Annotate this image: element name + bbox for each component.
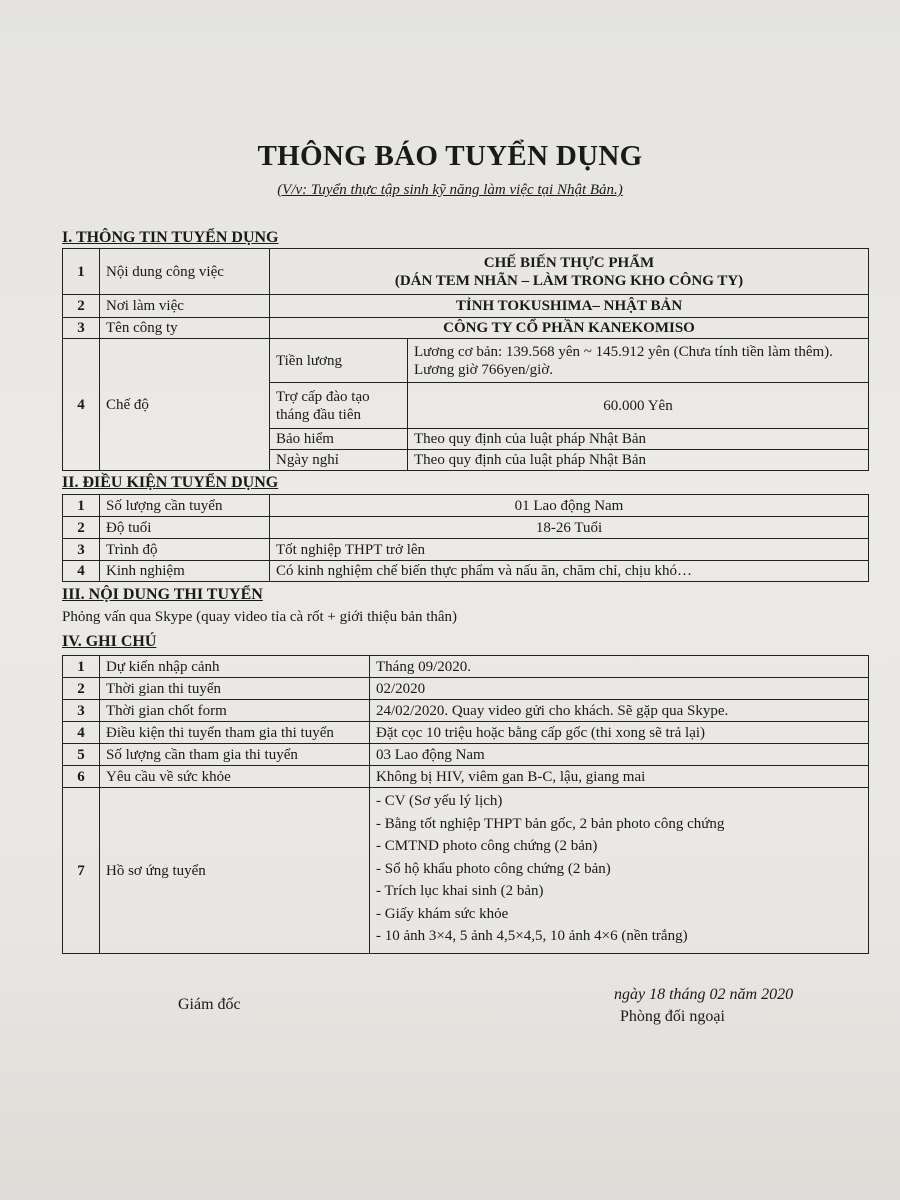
interview-method: Phỏng vấn qua Skype (quay video tỉa cà rốt + giới thiệu bản thân) — [62, 609, 458, 625]
document-list — [370, 788, 869, 954]
row-label: Yêu cầu về sức khỏe — [100, 766, 370, 788]
table-row — [63, 722, 869, 744]
table-row — [63, 766, 869, 788]
benefit-label: Tiền lương — [270, 339, 408, 383]
table-row — [63, 339, 869, 383]
row-label: Thời gian chốt form — [100, 700, 370, 722]
row-number: 7 — [63, 788, 100, 954]
notes-table — [62, 655, 869, 954]
row-number: 4 — [63, 561, 100, 582]
table-row — [63, 561, 869, 582]
row-value: Có kinh nghiệm chế biến thực phẩm và nấu ăn, chăm chỉ, chịu khó… — [270, 561, 869, 582]
row-value: Tốt nghiệp THPT trở lên — [270, 539, 869, 561]
benefit-value: 60.000 Yên — [408, 383, 869, 429]
row-number: 3 — [63, 700, 100, 722]
row-number: 1 — [63, 656, 100, 678]
row-number: 2 — [63, 295, 100, 318]
list-item: - Trích lục khai sinh (2 bản) — [376, 883, 544, 899]
row-number: 4 — [63, 722, 100, 744]
section-4-heading: IV. GHI CHÚ — [62, 633, 157, 650]
section-3-heading: III. NỘI DUNG THI TUYỂN — [62, 586, 263, 603]
list-item: - CMTND photo công chứng (2 bản) — [376, 838, 598, 854]
row-value: Tháng 09/2020. — [370, 656, 869, 678]
list-item: - CV (Sơ yếu lý lịch) — [376, 793, 503, 809]
row-value: Không bị HIV, viêm gan B-C, lậu, giang mai — [370, 766, 869, 788]
document-title: THÔNG BÁO TUYỂN DỤNG — [257, 140, 643, 172]
table-row — [63, 495, 869, 517]
document-subtitle: (V/v: Tuyển thực tập sinh kỹ năng làm việc tại Nhật Bản.) — [277, 182, 623, 198]
row-label: Chế độ — [100, 339, 270, 471]
row-value: 02/2020 — [370, 678, 869, 700]
row-label: Kinh nghiệm — [100, 561, 270, 582]
row-value: CÔNG TY CỔ PHẦN KANEKOMISO — [270, 318, 869, 339]
benefit-value: Lương cơ bản: 139.568 yên ~ 145.912 yên (Chưa tính tiền làm thêm). Lương giờ 766yen/giờ. — [408, 339, 869, 383]
row-label: Nội dung công việc — [100, 249, 270, 295]
table-row — [63, 249, 869, 295]
job-content-line1: CHẾ BIẾN THỰC PHẨM — [483, 254, 655, 271]
conditions-table — [62, 494, 869, 582]
list-item: - Sổ hộ khẩu photo công chứng (2 bản) — [376, 860, 611, 877]
list-item: - Bằng tốt nghiệp THPT bản gốc, 2 bản photo công chứng — [376, 815, 725, 832]
row-number: 2 — [63, 678, 100, 700]
row-number: 3 — [63, 318, 100, 339]
row-label: Tên công ty — [100, 318, 270, 339]
row-value: 03 Lao động Nam — [370, 744, 869, 766]
row-number: 2 — [63, 517, 100, 539]
list-item: - Giấy khám sức khỏe — [376, 905, 509, 922]
row-value: TỈNH TOKUSHIMA– NHẬT BẢN — [270, 295, 869, 318]
table-row — [63, 656, 869, 678]
row-number: 1 — [63, 495, 100, 517]
row-value: 24/02/2020. Quay video gửi cho khách. Sẽ gặp qua Skype. — [370, 700, 869, 722]
row-label: Trình độ — [100, 539, 270, 561]
table-row — [63, 295, 869, 318]
benefit-label: Ngày nghỉ — [270, 450, 408, 471]
row-label: Điều kiện thi tuyển tham gia thi tuyển — [100, 722, 370, 744]
row-label: Nơi làm việc — [100, 295, 270, 318]
document-date: ngày 18 tháng 02 năm 2020 — [614, 986, 794, 1003]
table-row — [63, 788, 869, 954]
job-content-line2: (DÁN TEM NHÃN – LÀM TRONG KHO CÔNG TY) — [394, 272, 744, 289]
section-1-heading: I. THÔNG TIN TUYỂN DỤNG — [62, 229, 279, 246]
row-label: Độ tuổi — [100, 517, 270, 539]
row-value: Đặt cọc 10 triệu hoặc bằng cấp gốc (thi xong sẽ trả lại) — [370, 722, 869, 744]
row-number: 6 — [63, 766, 100, 788]
section-2-heading: II. ĐIỀU KIỆN TUYỂN DỤNG — [62, 474, 279, 491]
table-row — [63, 678, 869, 700]
table-row — [63, 517, 869, 539]
row-value: 01 Lao động Nam — [270, 495, 869, 517]
row-number: 5 — [63, 744, 100, 766]
row-number: 1 — [63, 249, 100, 295]
benefit-value: Theo quy định của luật pháp Nhật Bản — [408, 450, 869, 471]
table-row — [63, 700, 869, 722]
row-label: Dự kiến nhập cảnh — [100, 656, 370, 678]
row-label: Số lượng cần tuyển — [100, 495, 270, 517]
row-label: Số lượng cần tham gia thi tuyển — [100, 744, 370, 766]
table-row — [63, 744, 869, 766]
recruitment-info-table — [62, 248, 869, 471]
list-item: - 10 ảnh 3×4, 5 ảnh 4,5×4,5, 10 ảnh 4×6 (nền trắng) — [376, 928, 688, 944]
row-value — [270, 249, 869, 295]
benefit-value: Theo quy định của luật pháp Nhật Bản — [408, 429, 869, 450]
director-signature-label: Giám đốc — [178, 996, 241, 1013]
department-label: Phòng đối ngoại — [620, 1008, 725, 1025]
row-label: Hồ sơ ứng tuyển — [100, 788, 370, 954]
row-label: Thời gian thi tuyển — [100, 678, 370, 700]
row-value: 18-26 Tuổi — [270, 517, 869, 539]
benefit-label: Trợ cấp đào tạo tháng đầu tiên — [270, 383, 408, 429]
table-row — [63, 318, 869, 339]
row-number: 3 — [63, 539, 100, 561]
benefit-label: Bảo hiểm — [270, 429, 408, 450]
row-number: 4 — [63, 339, 100, 471]
table-row — [63, 539, 869, 561]
